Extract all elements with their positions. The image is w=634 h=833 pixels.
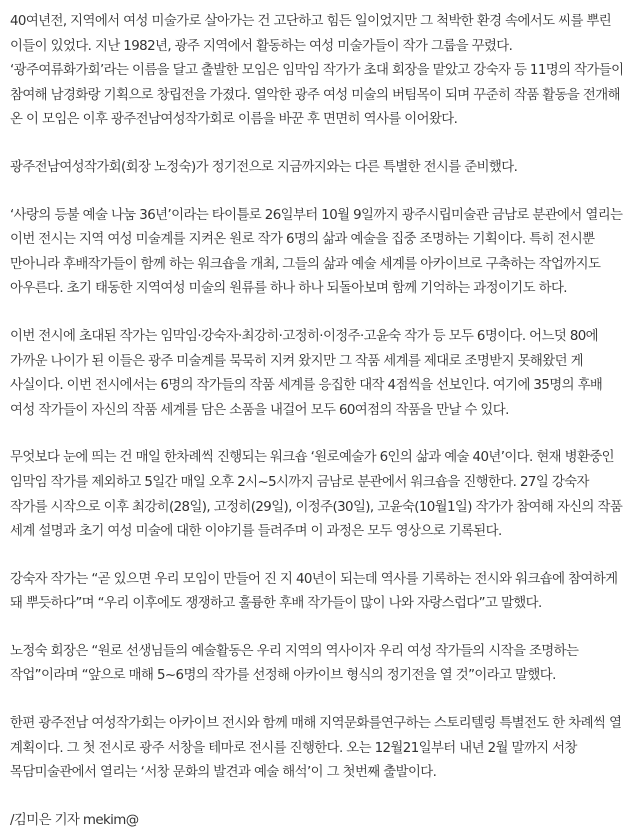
- article-body: [10, 10, 624, 833]
- paragraph-president-quote: 노정숙 회장은 “원로 선생님들의 예술활동은 우리 지역의 역사이자 우리 여성 작가들의 시작을 조명하는 작업”이라며 “앞으로 매해 5~6명의 작가를 선정해 아카이브 형식의 정기전을 열 것”이라고 말했다.: [10, 643, 579, 684]
- paragraph-workshop: 무엇보다 눈에 띄는 건 매일 한차례씩 진행되는 워크숍 ‘원로예술가 6인의 삶과 예술 40년’이다. 현재 병환중인 임막임 작가를 제외하고 5일간 매일 오후 2시~5시까지 금남로 분관에서 워크숍을 진행한다. 27일 강숙자 작가를 시작으로 이후 최강히(28일), 고정히(29일), 이정주(30일), 고윤숙(10월1일) 작가가 참여해 자신의 작품 세계 설명과 초기 여성 미술에 대한 이야기를 들려주며 이 과정은 모두 영상으로 기록된다.: [10, 450, 623, 540]
- paragraph-future-plans: 한편 광주전남 여성작가회는 아카이브 전시와 함께 매해 지역문화를연구하는 스토리텔링 특별전도 한 차례씩 열 계획이다. 그 첫 전시로 광주 서창을 테마로 전시를 진행한다. 오는 12월21일부터 내년 2월 말까지 서창 목담미술관에서 열리는 ‘서창 문화의 발견과 예술 해석’이 그 첫번째 출발이다.: [10, 716, 622, 781]
- paragraph-intro: 40여년전, 지역에서 여성 미술가로 살아가는 건 고단하고 힘든 일이었지만 그 척박한 환경 속에서도 씨를 뿌린 이들이 있었다. 지난 1982년, 광주 지역에서 활동하는 여성 미술가들이 작가 그룹을 꾸렸다. ‘광주여류화가회’라는 이름을 달고 출발한 모임은 임막임 작가가 초대 회장을 맡았고 강숙자 등 11명의 작가들이 참여해 남경화랑 기획으로 창립전을 가졌다. 열악한 광주 여성 미술의 버팀목이 되며 꾸준히 작품 활동을 전개해 온 이 모임은 이후 광주전남여성작가회로 이름을 바꾼 후 면면히 역사를 이어왔다.: [10, 14, 624, 128]
- paragraph-exhibition-overview: ‘사랑의 등불 예술 나눔 36년’이라는 타이틀로 26일부터 10월 9일까지 광주시립미술관 금남로 분관에서 열리는 이번 전시는 지역 여성 미술계를 지켜온 원로 작가 6명의 삶과 예술을 집중 조명하는 기획이다. 특히 전시뿐 만아니라 후배작가들이 함께 하는 워크숍을 개최, 그들의 삶과 예술 세계를 아카이브로 구축하는 작업까지도 아우른다. 초기 태동한 지역여성 미술의 원류를 하나 하나 되돌아보며 함께 기억하는 과정이기도 하다.: [10, 207, 623, 297]
- paragraph-invited-artists: 이번 전시에 초대된 작가는 임막임·강숙자·최강히·고정히·이정주·고윤숙 작가 등 모두 6명이다. 어느덧 80에 가까운 나이가 된 이들은 광주 미술계를 묵묵히 지켜 왔지만 그 작품 세계를 제대로 조명받지 못해왔던 게 사실이다. 이번 전시에서는 6명의 작가들의 작품 세계를 응집한 대작 4점씩을 선보인다. 여기에 35명의 후배 여성 작가들이 자신의 작품 세계를 담은 소품을 내걸어 모두 60여점의 작품을 만날 수 있다.: [10, 328, 603, 418]
- paragraph-artist-quote: 강숙자 작가는 “곧 있으면 우리 모임이 만들어 진 지 40년이 되는데 역사를 기록하는 전시와 워크숍에 참여하게 돼 뿌듯하다”며 “우리 이후에도 쟁쟁하고 훌륭한 후배 작가들이 많이 나와 자랑스럽다”고 말했다.: [10, 571, 618, 612]
- paragraph-exhibition-announcement: 광주전남여성작가회(회장 노정숙)가 정기전으로 지금까지와는 다른 특별한 전시를 준비했다.: [10, 159, 518, 175]
- byline: /김미은 기자 mekim@: [10, 812, 139, 828]
